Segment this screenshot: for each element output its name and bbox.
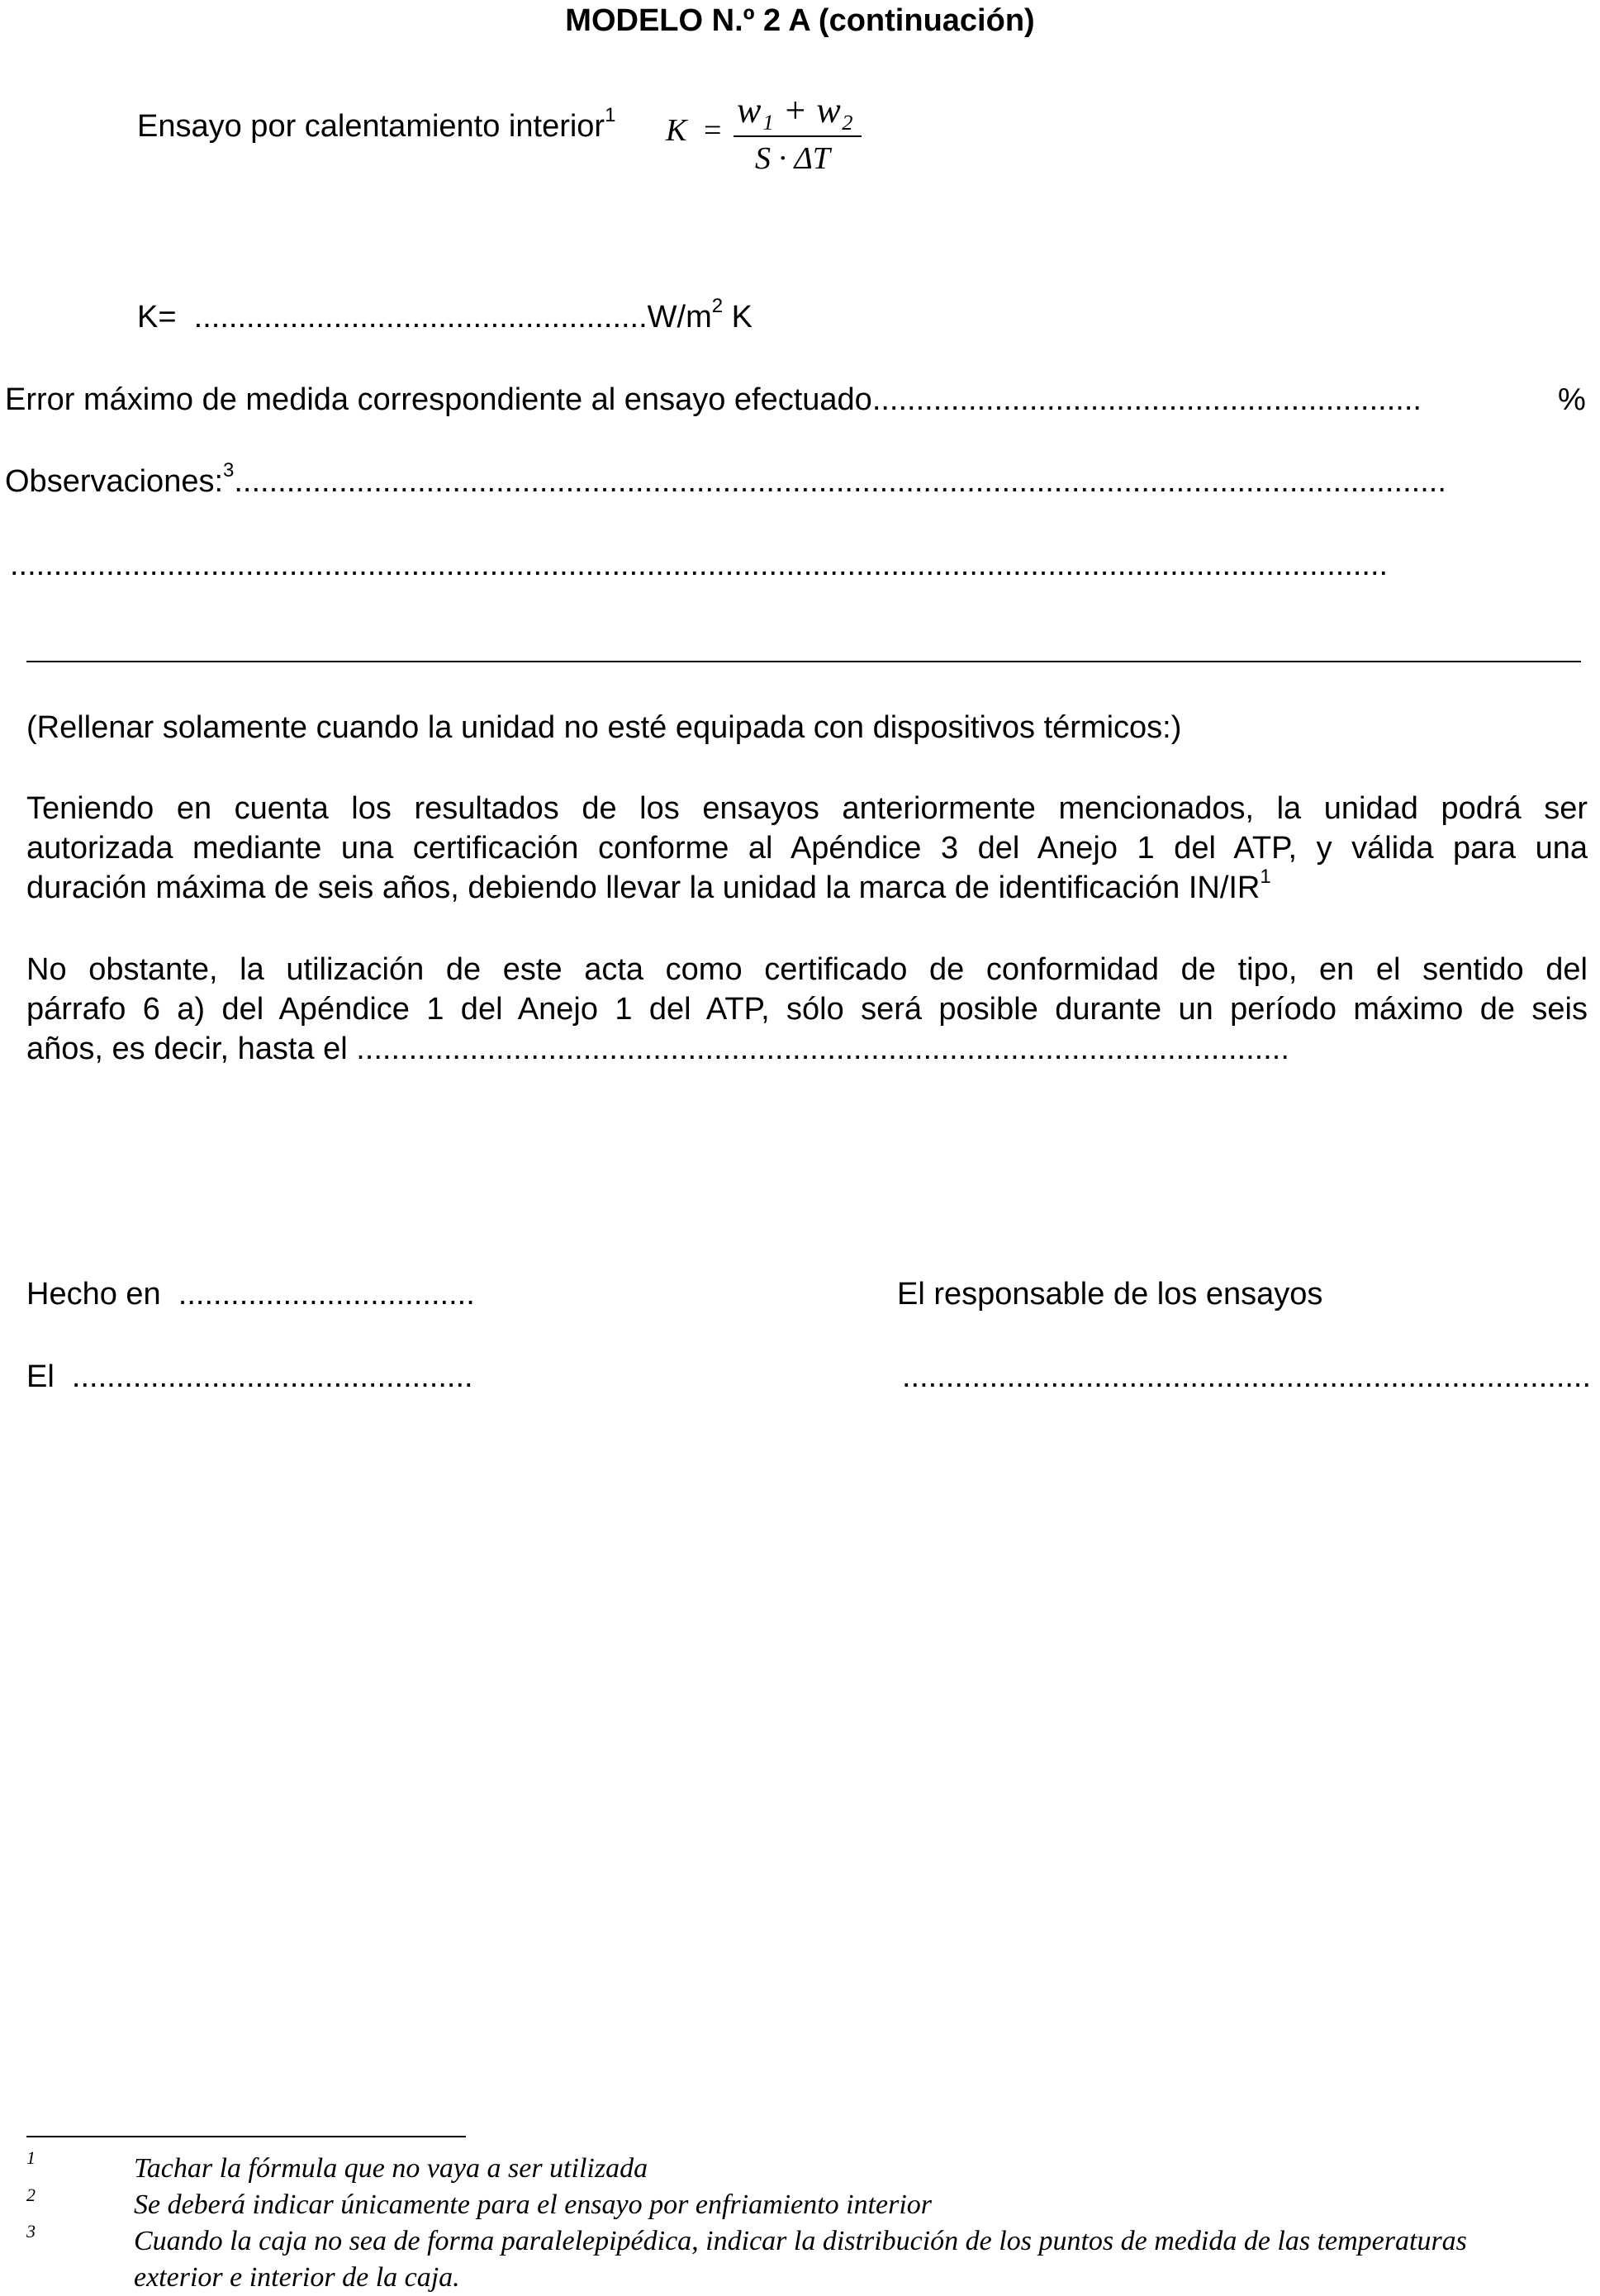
error-dots: ............................................................... [871,382,1422,417]
error-unit: % [1558,382,1586,417]
k-label: K= [137,300,177,334]
paragraph-2-line-2: párrafo 6 a) del Apéndice 1 del Anejo 1 del ATP, sólo será posible durante un período máximo de seis [26,992,1588,1027]
footnote-ref-1: 1 [605,104,616,127]
place-label: Hecho en [26,1277,161,1312]
footnote-3-number: 3 [26,2221,36,2241]
date-line [26,1361,473,1392]
k-value-dots: .................................................... [193,300,648,334]
footnote-3-text: Cuando la caja no sea de forma paralelepipédica, indicar la distribución de los puntos de medida de las temperaturas [134,2226,1467,2256]
k-unit: W/m [647,300,712,334]
paragraph-2-dots: ........................................................................................................... [356,1032,1289,1066]
footnote-2-number: 2 [26,2185,36,2205]
error-line [5,384,1422,415]
footnote-divider [26,2136,466,2137]
paragraph-1-line-1: Teniendo en cuenta los resultados de los ensayos anteriormente mencionados, la unidad podrá ser [26,791,1588,826]
place-line [26,1278,475,1310]
paragraph-1-line-2: autorizada mediante una certificación conforme al Apéndice 3 del Anejo 1 del ATP, y válida para una [26,831,1588,866]
footnote-1-number: 1 [26,2147,36,2168]
section-divider [26,661,1581,662]
formula-denominator: S · ΔT [755,141,830,176]
formula-label-text: Ensayo por calentamiento interior [137,109,605,144]
formula-fraction [734,89,862,176]
formula-numerator: w₁ + w₂ [737,90,853,130]
k-unit-exponent: 2 [711,295,724,318]
formula-label [137,104,616,144]
footnote-ref-1b: 1 [1260,866,1271,889]
date-dots: .............................................. [71,1359,473,1394]
paragraph-validity [26,950,1588,1069]
observations-line [5,459,1446,499]
paragraph-certification [26,789,1588,908]
k-value-line [137,295,753,334]
footnote-3-text-continued: exterior e interior de la caja. [134,2262,460,2293]
responsible-label: El responsable de los ensayos [897,1277,1323,1312]
paragraph-1-line-3: duración máxima de seis años, debiendo llevar la unidad la marca de identificación IN/IR [26,870,1261,905]
responsible-signature-dots: ............................................................................... [902,1359,1592,1394]
footnote-1-text: Tachar la fórmula que no vaya a ser utilizada [134,2153,648,2184]
k-unit-suffix: K [723,300,753,334]
fraction-bar [734,135,862,137]
formula-k: K [666,113,687,148]
formula-lhs [666,112,686,149]
date-label: El [26,1359,55,1394]
paragraph-2-line-1: No obstante, la utilización de este acta como certificado de conformidad de tipo, en el sentido del [26,952,1588,987]
fill-note: (Rellenar solamente cuando la unidad no esté equipada con dispositivos térmicos:) [26,710,1182,745]
footnote-2-text: Se deberá indicar únicamente para el ensayo por enfriamiento interior [134,2189,932,2220]
footnote-ref-3: 3 [223,459,235,482]
observations-dots-1: ........................................................................................................................................... [234,464,1446,499]
paragraph-2-line-3: años, es decir, hasta el [26,1032,348,1066]
paragraph-1-line-3-wrap [26,868,1588,908]
formula-equals: = [704,113,722,148]
paragraph-2-line-3-wrap [26,1029,1588,1069]
error-label: Error máximo de medida correspondiente al ensayo efectuado [5,382,872,417]
observations-label: Observaciones: [5,464,224,499]
observations-dots-2: .............................................................................................................................................................. [10,548,1389,582]
place-dots: .................................. [178,1277,475,1312]
page-title: MODELO N.º 2 A (continuación) [565,3,1035,38]
